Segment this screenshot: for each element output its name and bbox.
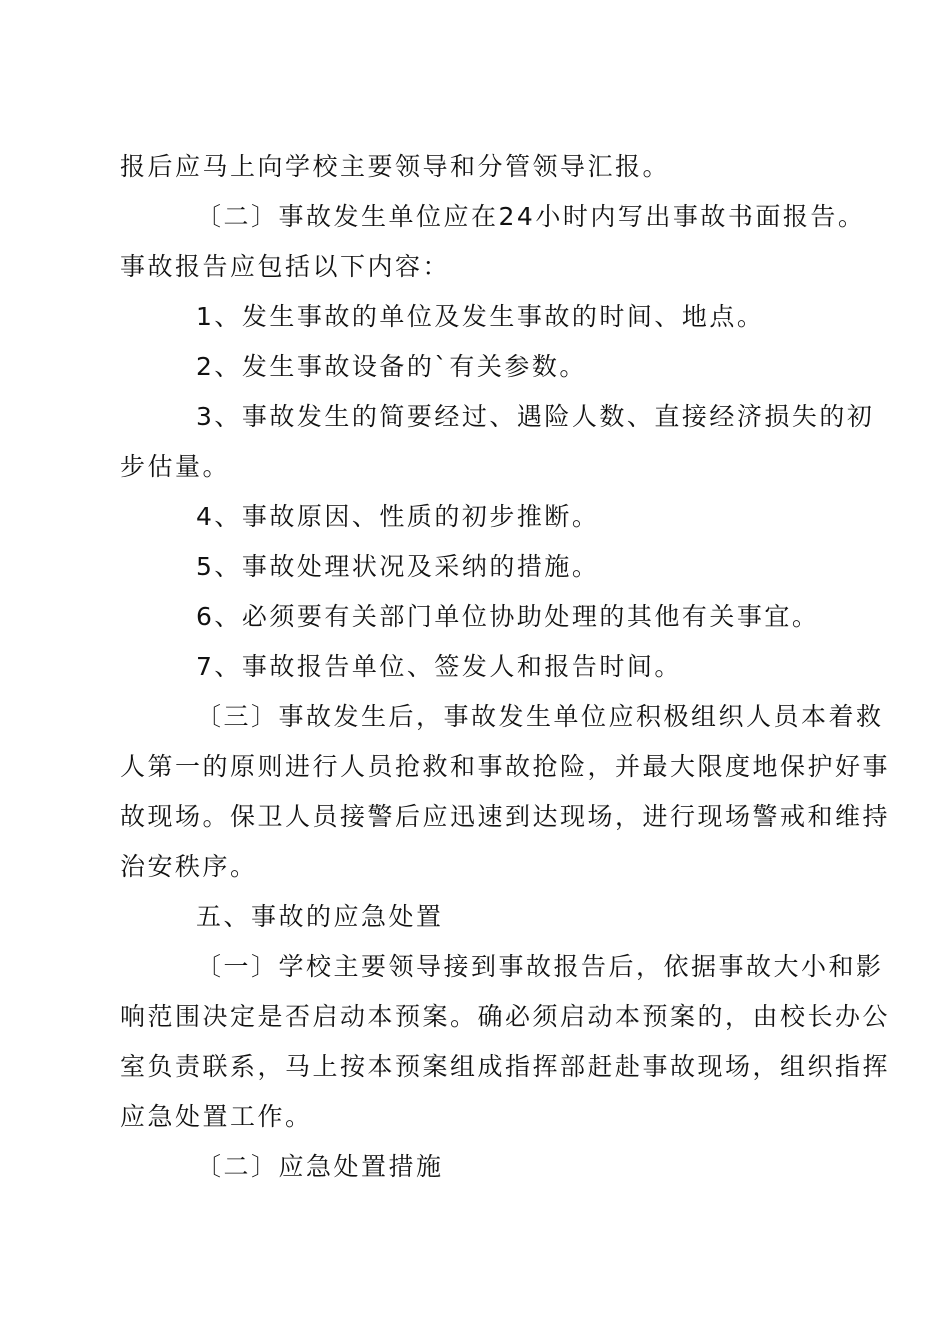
list-item: 2、发生事故设备的`有关参数。	[196, 352, 587, 381]
paragraph-line: 响范围决定是否启动本预案。确必须启动本预案的，由校长办公	[120, 1002, 891, 1031]
paragraph-line: 应急处置工作。	[120, 1102, 313, 1131]
list-item: 1、发生事故的单位及发生事故的时间、地点。	[196, 302, 765, 331]
paragraph-line: 室负责联系，马上按本预案组成指挥部赶赴事故现场，组织指挥	[120, 1052, 891, 1081]
subsection-heading: 〔二〕应急处置措施	[196, 1152, 444, 1181]
paragraph-line: 步估量。	[120, 452, 231, 481]
paragraph-line: 事故报告应包括以下内容：	[120, 252, 451, 281]
list-item: 4、事故原因、性质的初步推断。	[196, 502, 600, 531]
paragraph-line: 〔二〕事故发生单位应在24小时内写出事故书面报告。	[196, 202, 866, 231]
list-item: 6、必须要有关部门单位协助处理的其他有关事宜。	[196, 602, 820, 631]
section-heading: 五、事故的应急处置	[196, 902, 444, 931]
paragraph-line: 〔三〕事故发生后，事故发生单位应积极组织人员本着救	[196, 702, 884, 731]
paragraph-line: 治安秩序。	[120, 852, 258, 881]
paragraph-line: 人第一的原则进行人员抢救和事故抢险，并最大限度地保护好事	[120, 752, 891, 781]
list-item: 3、事故发生的简要经过、遇险人数、直接经济损失的初	[196, 402, 875, 431]
paragraph-line: 故现场。保卫人员接警后应迅速到达现场，进行现场警戒和维持	[120, 802, 891, 831]
list-item: 7、事故报告单位、签发人和报告时间。	[196, 652, 682, 681]
paragraph-line: 〔一〕学校主要领导接到事故报告后，依据事故大小和影	[196, 952, 884, 981]
list-item: 5、事故处理状况及采纳的措施。	[196, 552, 600, 581]
paragraph-line: 报后应马上向学校主要领导和分管领导汇报。	[120, 152, 671, 181]
